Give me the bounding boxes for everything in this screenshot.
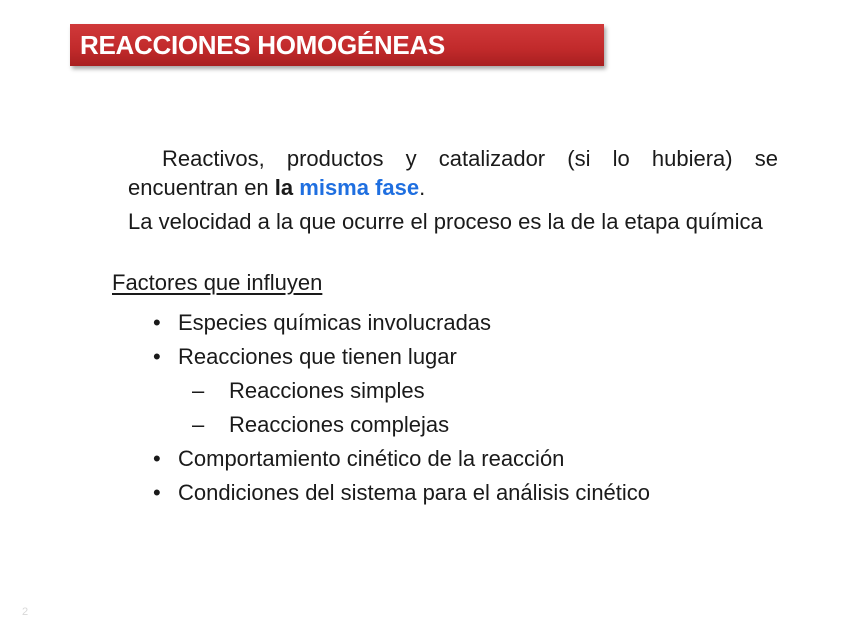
dash-icon: – bbox=[192, 378, 205, 403]
sub-list-item bbox=[0, 408, 848, 442]
bullet-icon: • bbox=[153, 480, 161, 505]
bold-text: la bbox=[274, 175, 294, 200]
paragraph-same-phase bbox=[128, 144, 778, 202]
list-item bbox=[0, 476, 848, 510]
bullet-icon: • bbox=[153, 446, 161, 471]
list-item bbox=[0, 306, 848, 340]
title-bar bbox=[70, 24, 604, 66]
bullet-icon: • bbox=[153, 344, 161, 369]
paragraph-velocity: La velocidad a la que ocurre el proceso es la de la etapa química bbox=[128, 209, 763, 234]
slide-title: REACCIONES HOMOGÉNEAS bbox=[80, 30, 445, 60]
list-item-text: Especies químicas involucradas bbox=[178, 310, 492, 335]
sub-list-item bbox=[0, 374, 848, 408]
page-number: 2 bbox=[22, 606, 29, 618]
period: . bbox=[419, 175, 426, 200]
list-item bbox=[0, 340, 848, 374]
factors-heading: Factores que influyen bbox=[112, 270, 323, 295]
list-item-text: Condiciones del sistema para el análisis cinético bbox=[178, 480, 651, 505]
bullet-icon: • bbox=[153, 310, 161, 335]
dash-icon: – bbox=[192, 412, 205, 437]
list-item-text: Comportamiento cinético de la reacción bbox=[178, 446, 565, 471]
paragraph-text: Reactivos, productos y catalizador (si lo hubiera) se encuentran en bbox=[128, 146, 778, 200]
highlight-text: misma fase bbox=[299, 175, 420, 200]
list-item-text: Reacciones que tienen lugar bbox=[178, 344, 457, 369]
factors-list bbox=[0, 306, 848, 510]
sub-list-item-text: Reacciones complejas bbox=[229, 412, 450, 437]
list-item bbox=[0, 442, 848, 476]
sub-list-item-text: Reacciones simples bbox=[229, 378, 425, 403]
